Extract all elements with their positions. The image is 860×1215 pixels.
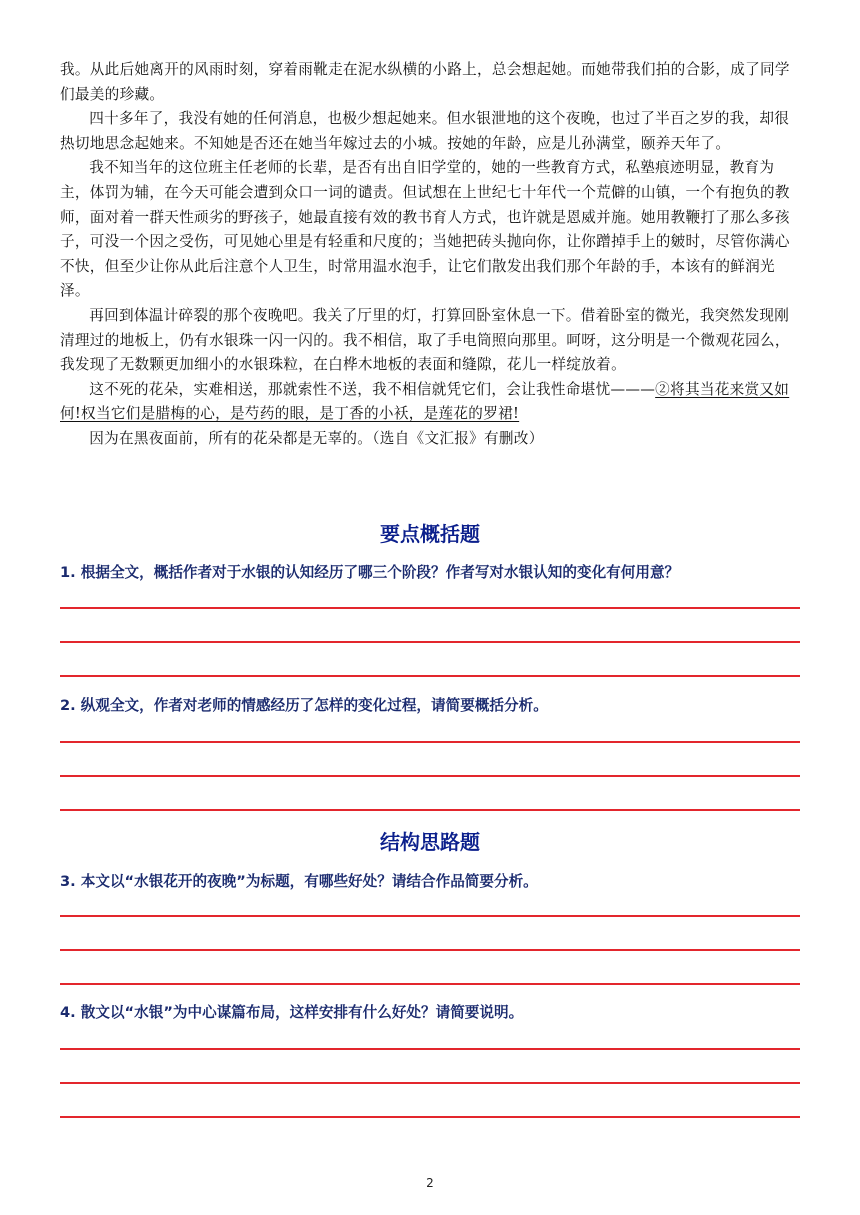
passage-paragraph: 四十多年了，我没有她的任何消息，也极少想起她来。但水银泄地的这个夜晚，也过了半百之岁的我，却很热切地思念起她来。不知她是否还在她当年嫁过去的小城。按她的年龄，应是儿孙满堂，颐养天年了。 — [60, 110, 790, 152]
section-title: 要点概括题 — [380, 522, 480, 546]
passage-text: 这不死的花朵，实难相送，那就索性不送，我不相信就凭它们，会让我性命堪忧——— — [89, 380, 656, 398]
passage-paragraph: 我。从此后她离开的风雨时刻，穿着雨靴走在泥水纵横的小路上，总会想起她。而她带我们拍的合影，成了同学们最美的珍藏。 — [60, 61, 790, 103]
answer-line — [60, 949, 800, 951]
answer-area-4[interactable] — [60, 1048, 800, 1150]
answer-line — [60, 809, 800, 811]
answer-line — [60, 775, 800, 777]
question-1: 1. 根据全文，概括作者对于水银的认知经历了哪三个阶段？作者写对水银认知的变化有何用意？ — [60, 564, 680, 581]
answer-line — [60, 1048, 800, 1050]
question-4: 4. 散文以“水银”为中心谋篇布局，这样安排有什么好处？请简要说明。 — [60, 1004, 524, 1021]
passage-paragraph — [60, 378, 800, 427]
reading-passage — [60, 58, 800, 452]
question-2: 2. 纵观全文，作者对老师的情感经历了怎样的变化过程，请简要概括分析。 — [60, 697, 548, 714]
answer-line — [60, 607, 800, 609]
passage-paragraph: 再回到体温计碎裂的那个夜晚吧。我关了厅里的灯，打算回卧室休息一下。借着卧室的微光，我突然发现刚清理过的地板上，仍有水银珠一闪一闪的。我不相信，取了手电筒照向那里。呵呀，这分明是一个微观花园么，我发现了无数颗更加细小的水银珠粒，在白桦木地板的表面和缝隙，花儿一样绽放着。 — [60, 306, 790, 374]
answer-line — [60, 641, 800, 643]
answer-line — [60, 1116, 800, 1118]
section-title: 结构思路题 — [380, 830, 480, 854]
answer-line — [60, 741, 800, 743]
passage-source-line: 因为在黑夜面前，所有的花朵都是无辜的。（选自《文汇报》有删改） — [89, 429, 544, 447]
answer-line — [60, 915, 800, 917]
passage-paragraph: 我不知当年的这位班主任老师的长辈，是否有出自旧学堂的，她的一些教育方式，私塾痕迹明显，教育为主，体罚为辅，在今天可能会遭到众口一词的谴责。但试想在上世纪七十年代一个荒僻的山镇，一个有抱负的教师，面对着一群天性顽劣的野孩子，她最直接有效的教书育人方式，也许就是恩威并施。她用教鞭打了那么多孩子，可没一个因之受伤，可见她心里是有轻重和尺度的；当她把砖头抛向你，让你蹭掉手上的皴时，尽管你满心不快，但至少让你从此后注意个人卫生，时常用温水泡手，让它们散发出我们那个年龄的手，本该有的鲜润光泽。 — [60, 159, 790, 300]
underlined-sentence: ②将其当花来赏又如何!权当它们是腊梅的心，是芍药的眼，是丁香的小袄，是莲花的罗裙! — [60, 380, 790, 423]
answer-line — [60, 675, 800, 677]
answer-line — [60, 983, 800, 985]
answer-line — [60, 1082, 800, 1084]
page-number: 2 — [426, 1176, 434, 1190]
question-3: 3. 本文以“水银花开的夜晚”为标题，有哪些好处？请结合作品简要分析。 — [60, 873, 538, 890]
